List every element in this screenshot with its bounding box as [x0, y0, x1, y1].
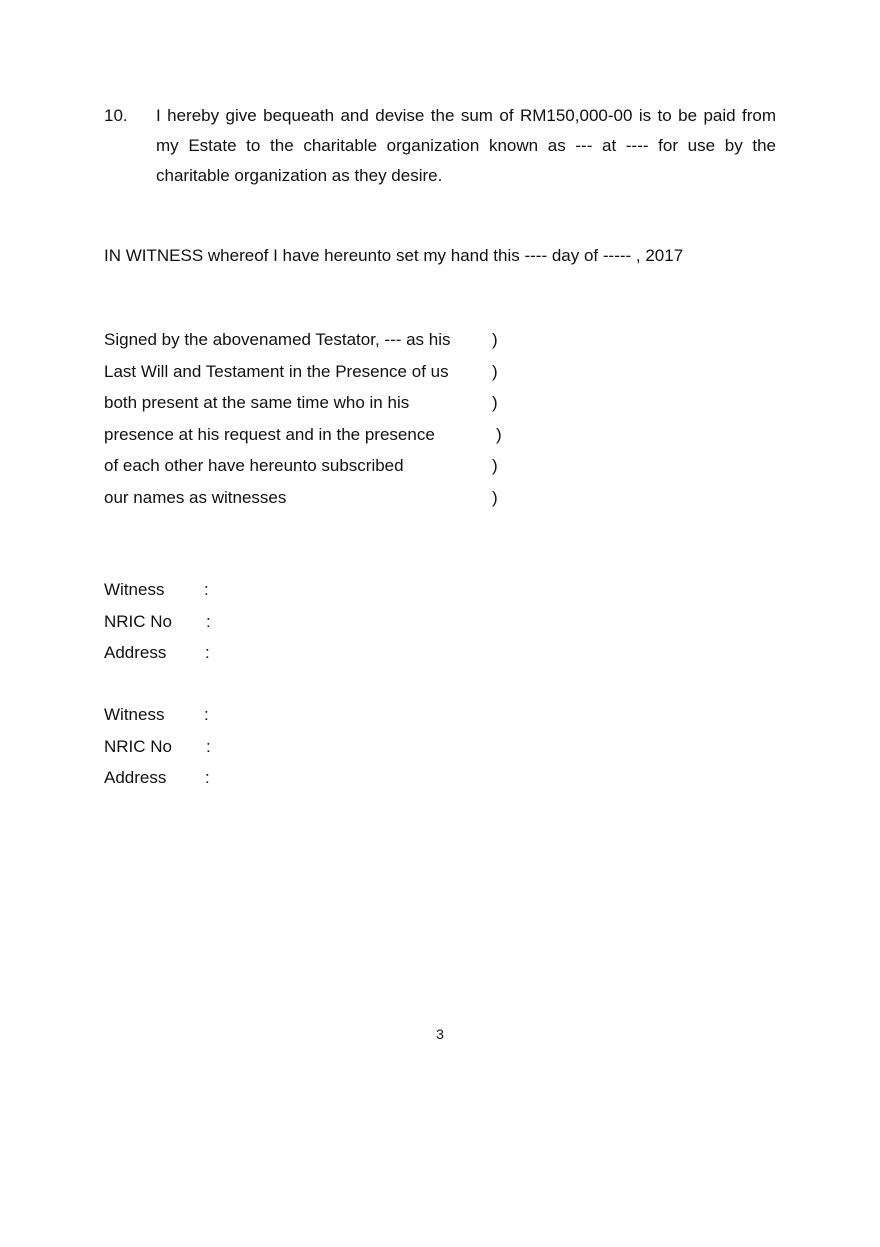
witness-block-2 [104, 702, 404, 797]
clause-number: 10. [104, 106, 128, 125]
page-number: 3 [436, 1026, 444, 1042]
attestation-line [104, 422, 524, 454]
witness-nric-row [104, 734, 404, 766]
witness-address-row [104, 640, 404, 672]
attestation-line-text: Signed by the abovenamed Testator, --- as his [104, 330, 451, 349]
witness-block-1 [104, 577, 404, 672]
nric-label: NRIC No [104, 736, 173, 756]
colon: : [205, 768, 210, 788]
attestation-bracket: ) [492, 330, 498, 349]
attestation-bracket: ) [492, 393, 498, 413]
nric-label: NRIC No [104, 611, 173, 631]
colon: : [204, 705, 209, 724]
witness-address-row [104, 765, 404, 797]
attestation-line-text: presence at his request and in the presence [104, 424, 435, 444]
witness-label: Witness [104, 705, 165, 724]
attestation-line-text: of each other have hereunto subscribed [104, 456, 404, 476]
attestation-bracket: ) [496, 424, 502, 444]
clause-10 [104, 101, 776, 191]
address-label: Address [104, 768, 167, 788]
attestation-line [104, 327, 524, 359]
witness-name-row [104, 702, 404, 734]
attestation-line-text: both present at the same time who in his [104, 393, 410, 413]
witness-nric-row [104, 609, 404, 641]
attestation-line [104, 390, 524, 422]
attestation-line-text: Last Will and Testament in the Presence of us [104, 361, 449, 381]
attestation-bracket: ) [492, 487, 498, 507]
colon: : [205, 643, 210, 663]
address-label: Address [104, 643, 167, 663]
in-witness-statement: IN WITNESS whereof I have hereunto set my hand this ---- day of ----- , 2017 [104, 246, 684, 265]
colon: : [206, 611, 211, 631]
colon: : [204, 580, 209, 599]
attestation-line [104, 359, 524, 391]
witness-name-row [104, 577, 404, 609]
attestation-bracket: ) [492, 456, 498, 476]
attestation-line [104, 485, 524, 517]
clause-text: I hereby give bequeath and devise the sum of RM150,000-00 is to be paid from my Estate to the charitable organization known as --- at ---- for use by the charitable organization as they desire. [156, 106, 776, 185]
witness-label: Witness [104, 580, 165, 599]
attestation-clause [104, 327, 524, 517]
attestation-line [104, 453, 524, 485]
attestation-line-text: our names as witnesses [104, 487, 287, 507]
colon: : [206, 736, 211, 756]
attestation-bracket: ) [492, 361, 498, 381]
